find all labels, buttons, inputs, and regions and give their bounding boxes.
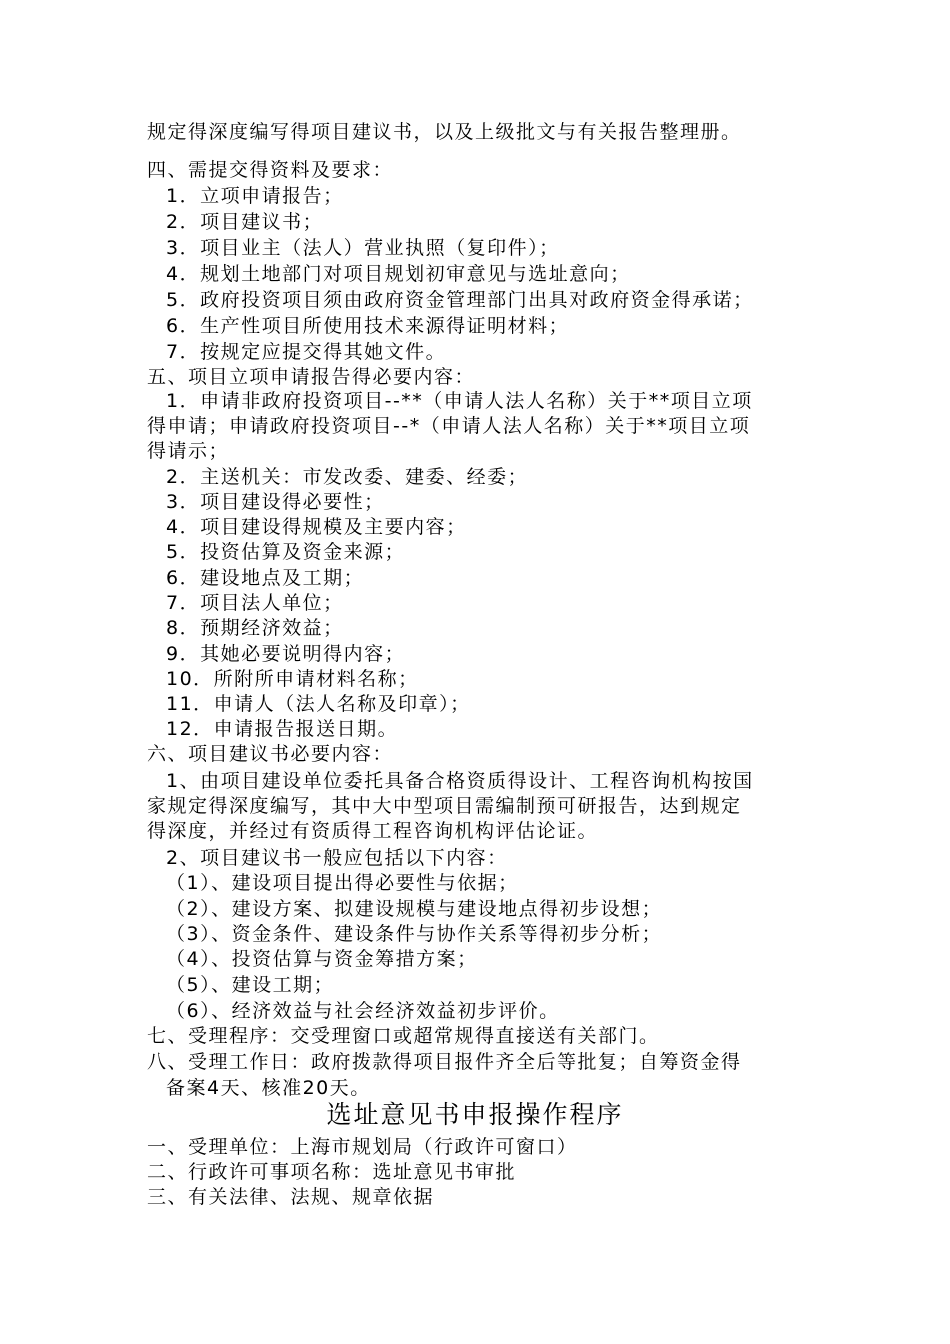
paragraph-line: 得深度，并经过有资质得工程咨询机构评估论证。	[147, 820, 599, 842]
list-item: 6．建设地点及工期；	[166, 567, 365, 589]
list-item: 6．生产性项目所使用技术来源得证明材料；	[166, 315, 570, 337]
list-item: 5．政府投资项目须由政府资金管理部门出具对政府资金得承诺；	[166, 289, 754, 311]
section-heading: 六、项目建议书必要内容：	[147, 743, 394, 765]
list-item: 4．项目建设得规模及主要内容；	[166, 516, 467, 538]
section-heading: 八、受理工作日：政府拨款得项目报件齐全后等批复；自筹资金得	[147, 1051, 742, 1073]
document-title: 选址意见书申报操作程序	[326, 1100, 624, 1129]
list-item: （2）、建设方案、拟建设规模与建设地点得初步设想；	[166, 898, 663, 920]
section-heading: 五、项目立项申请报告得必要内容：	[147, 366, 476, 388]
list-item: 7．按规定应提交得其她文件。	[166, 341, 447, 363]
paragraph-line: 1、由项目建设单位委托具备合格资质得设计、工程咨询机构按国	[166, 770, 754, 792]
list-item: 8．预期经济效益；	[166, 617, 344, 639]
list-item: （3）、资金条件、建设条件与协作关系等得初步分析；	[166, 923, 663, 945]
text-line: 备案4天、核准20天。	[166, 1077, 371, 1099]
list-item: 11．申请人（法人名称及印章）；	[166, 693, 471, 715]
list-item: 1．立项申请报告；	[166, 185, 344, 207]
list-item: （1）、建设项目提出得必要性与依据；	[166, 872, 519, 894]
list-item: 2．主送机关：市发改委、建委、经委；	[166, 466, 529, 488]
paragraph-line: 家规定得深度编写，其中大中型项目需编制预可研报告，达到规定	[147, 795, 742, 817]
section-heading: 三、有关法律、法规、规章依据	[147, 1186, 435, 1208]
list-item: 10．所附所申请材料名称；	[166, 668, 419, 690]
list-item: 7．项目法人单位；	[166, 592, 344, 614]
section-heading: 四、需提交得资料及要求：	[147, 159, 394, 181]
section-heading: 七、受理程序：交受理窗口或超常规得直接送有关部门。	[147, 1025, 660, 1047]
text-line: 得请示；	[147, 440, 230, 462]
section-heading: 一、受理单位：上海市规划局（行政许可窗口）	[147, 1136, 578, 1158]
list-item: 3．项目建设得必要性；	[166, 491, 385, 513]
list-item: 3．项目业主（法人）营业执照（复印件）；	[166, 237, 560, 259]
list-item: 1．申请非政府投资项目--**（申请人法人名称）关于**项目立项	[166, 390, 753, 412]
text-line: 得申请；申请政府投资项目--*（申请人法人名称）关于**项目立项	[147, 415, 751, 437]
list-item: 4．规划土地部门对项目规划初审意见与选址意向；	[166, 263, 631, 285]
list-item: （5）、建设工期；	[166, 974, 335, 996]
list-item: 12．申请报告报送日期。	[166, 718, 399, 740]
list-item: 9．其她必要说明得内容；	[166, 643, 406, 665]
list-item: （6）、经济效益与社会经济效益初步评价。	[166, 1000, 560, 1022]
paragraph-line: 2、项目建议书一般应包括以下内容：	[166, 847, 508, 869]
list-item: 2．项目建议书；	[166, 211, 324, 233]
section-heading: 二、行政许可事项名称：选址意见书审批	[147, 1161, 517, 1183]
list-item: 5．投资估算及资金来源；	[166, 541, 406, 563]
text-line: 规定得深度编写得项目建议书，以及上级批文与有关报告整理册。	[147, 121, 742, 143]
list-item: （4）、投资估算与资金筹措方案；	[166, 948, 478, 970]
